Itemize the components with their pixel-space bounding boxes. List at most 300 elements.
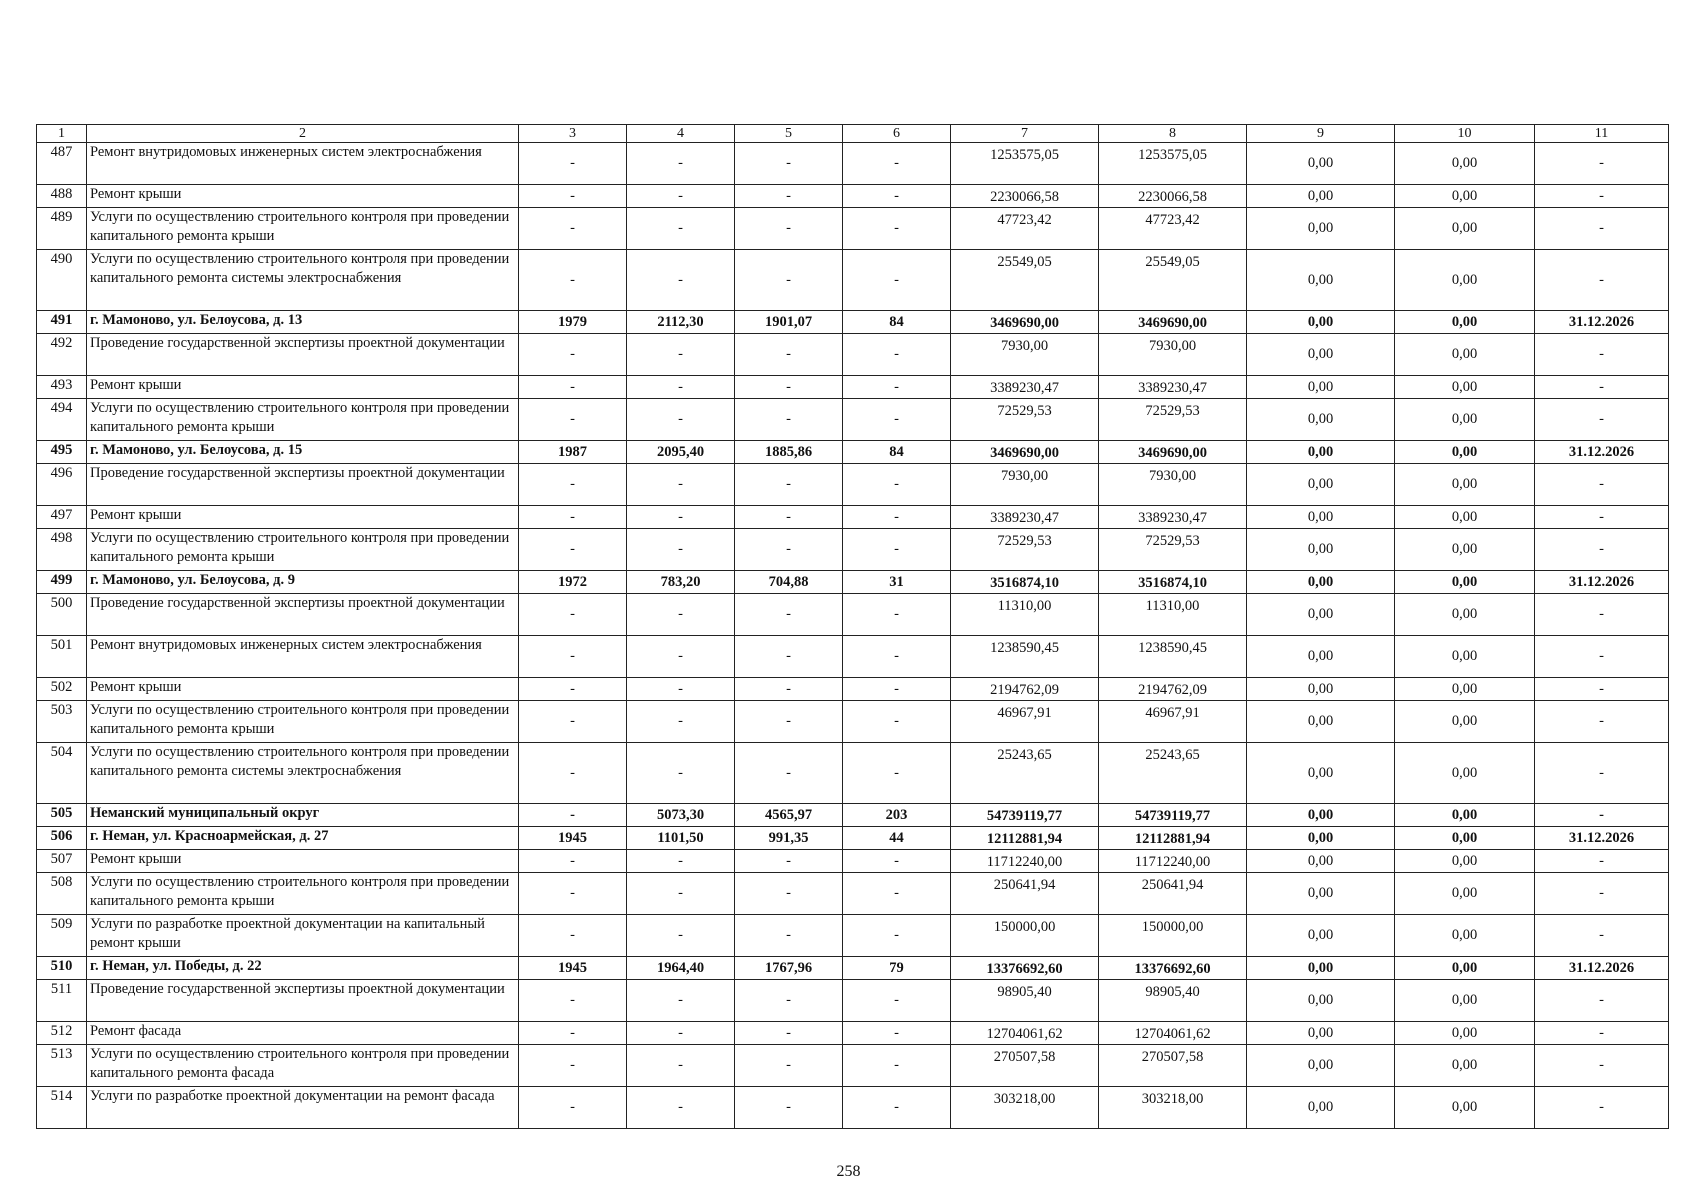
col11-value: - xyxy=(1535,594,1669,636)
col6-value: - xyxy=(843,208,951,250)
col10-value: 0,00 xyxy=(1395,1022,1535,1045)
row-number: 503 xyxy=(37,701,87,743)
col4-value: - xyxy=(627,850,735,873)
row-number: 494 xyxy=(37,399,87,441)
col6-value: - xyxy=(843,873,951,915)
row-number: 489 xyxy=(37,208,87,250)
col6-value: - xyxy=(843,1022,951,1045)
table-row xyxy=(37,827,1669,850)
col-header: 2 xyxy=(87,125,519,143)
col3-value: - xyxy=(519,1045,627,1087)
col7-value: 72529,53 xyxy=(951,529,1099,571)
col8-value: 12704061,62 xyxy=(1099,1022,1247,1045)
col-header: 11 xyxy=(1535,125,1669,143)
row-number: 501 xyxy=(37,636,87,678)
row-number: 507 xyxy=(37,850,87,873)
col3-value: - xyxy=(519,850,627,873)
row-description: г. Неман, ул. Красноармейская, д. 27 xyxy=(87,827,519,850)
col11-value: - xyxy=(1535,915,1669,957)
col8-value: 12112881,94 xyxy=(1099,827,1247,850)
col4-value: - xyxy=(627,506,735,529)
col6-value: - xyxy=(843,506,951,529)
col7-value: 7930,00 xyxy=(951,464,1099,506)
col3-value: - xyxy=(519,980,627,1022)
row-number: 510 xyxy=(37,957,87,980)
col7-value: 1253575,05 xyxy=(951,143,1099,185)
col6-value: - xyxy=(843,636,951,678)
col9-value: 0,00 xyxy=(1247,850,1395,873)
col5-value: - xyxy=(735,850,843,873)
col10-value: 0,00 xyxy=(1395,143,1535,185)
col9-value: 0,00 xyxy=(1247,399,1395,441)
col9-value: 0,00 xyxy=(1247,1022,1395,1045)
table-row xyxy=(37,873,1669,915)
col9-value: 0,00 xyxy=(1247,185,1395,208)
col8-value: 1238590,45 xyxy=(1099,636,1247,678)
row-description: Ремонт крыши xyxy=(87,506,519,529)
row-description: Ремонт крыши xyxy=(87,678,519,701)
table-row xyxy=(37,915,1669,957)
col7-value: 47723,42 xyxy=(951,208,1099,250)
row-description: Ремонт крыши xyxy=(87,376,519,399)
col8-value: 3389230,47 xyxy=(1099,376,1247,399)
col11-value: - xyxy=(1535,399,1669,441)
col10-value: 0,00 xyxy=(1395,334,1535,376)
table-row xyxy=(37,701,1669,743)
col4-value: 1101,50 xyxy=(627,827,735,850)
col6-value: - xyxy=(843,529,951,571)
row-number: 499 xyxy=(37,571,87,594)
col4-value: 2095,40 xyxy=(627,441,735,464)
col4-value: - xyxy=(627,529,735,571)
table-row xyxy=(37,506,1669,529)
col7-value: 11712240,00 xyxy=(951,850,1099,873)
table-row xyxy=(37,1087,1669,1129)
col7-value: 3389230,47 xyxy=(951,376,1099,399)
table-row xyxy=(37,334,1669,376)
table-row xyxy=(37,376,1669,399)
table-row xyxy=(37,441,1669,464)
row-description: Услуги по разработке проектной документации на капитальный ремонт крыши xyxy=(87,915,519,957)
col6-value: - xyxy=(843,334,951,376)
row-description: Проведение государственной экспертизы проектной документации xyxy=(87,464,519,506)
col7-value: 46967,91 xyxy=(951,701,1099,743)
col10-value: 0,00 xyxy=(1395,571,1535,594)
col10-value: 0,00 xyxy=(1395,957,1535,980)
row-number: 495 xyxy=(37,441,87,464)
col10-value: 0,00 xyxy=(1395,827,1535,850)
col6-value: - xyxy=(843,594,951,636)
col9-value: 0,00 xyxy=(1247,250,1395,311)
col3-value: - xyxy=(519,873,627,915)
col5-value: - xyxy=(735,376,843,399)
row-number: 493 xyxy=(37,376,87,399)
col11-value: - xyxy=(1535,873,1669,915)
row-number: 487 xyxy=(37,143,87,185)
col5-value: 4565,97 xyxy=(735,804,843,827)
col8-value: 3469690,00 xyxy=(1099,441,1247,464)
col11-value: 31.12.2026 xyxy=(1535,571,1669,594)
col4-value: - xyxy=(627,678,735,701)
table-row xyxy=(37,399,1669,441)
col11-value: - xyxy=(1535,1022,1669,1045)
col11-value: - xyxy=(1535,743,1669,804)
col11-value: 31.12.2026 xyxy=(1535,441,1669,464)
row-description: г. Мамоново, ул. Белоусова, д. 15 xyxy=(87,441,519,464)
col9-value: 0,00 xyxy=(1247,506,1395,529)
col10-value: 0,00 xyxy=(1395,399,1535,441)
col-header: 9 xyxy=(1247,125,1395,143)
col8-value: 25243,65 xyxy=(1099,743,1247,804)
col6-value: - xyxy=(843,701,951,743)
row-description: Услуги по осуществлению строительного контроля при проведении капитального ремонта крыши xyxy=(87,701,519,743)
col9-value: 0,00 xyxy=(1247,980,1395,1022)
col11-value: - xyxy=(1535,636,1669,678)
row-description: Услуги по осуществлению строительного контроля при проведении капитального ремонта крыши xyxy=(87,873,519,915)
col10-value: 0,00 xyxy=(1395,250,1535,311)
col7-value: 3469690,00 xyxy=(951,441,1099,464)
col9-value: 0,00 xyxy=(1247,441,1395,464)
row-number: 505 xyxy=(37,804,87,827)
col3-value: - xyxy=(519,376,627,399)
col8-value: 54739119,77 xyxy=(1099,804,1247,827)
col3-value: - xyxy=(519,464,627,506)
row-description: Ремонт крыши xyxy=(87,850,519,873)
col10-value: 0,00 xyxy=(1395,850,1535,873)
col7-value: 3469690,00 xyxy=(951,311,1099,334)
col10-value: 0,00 xyxy=(1395,208,1535,250)
col6-value: - xyxy=(843,678,951,701)
row-number: 512 xyxy=(37,1022,87,1045)
col7-value: 72529,53 xyxy=(951,399,1099,441)
col6-value: - xyxy=(843,1045,951,1087)
table-row xyxy=(37,957,1669,980)
col11-value: - xyxy=(1535,1045,1669,1087)
col7-value: 25243,65 xyxy=(951,743,1099,804)
col8-value: 72529,53 xyxy=(1099,529,1247,571)
col11-value: - xyxy=(1535,334,1669,376)
col5-value: 991,35 xyxy=(735,827,843,850)
col3-value: - xyxy=(519,915,627,957)
col10-value: 0,00 xyxy=(1395,506,1535,529)
col-header: 7 xyxy=(951,125,1099,143)
col5-value: - xyxy=(735,915,843,957)
row-number: 502 xyxy=(37,678,87,701)
col9-value: 0,00 xyxy=(1247,804,1395,827)
table-row xyxy=(37,1045,1669,1087)
col6-value: 79 xyxy=(843,957,951,980)
col4-value: - xyxy=(627,915,735,957)
col3-value: - xyxy=(519,143,627,185)
col10-value: 0,00 xyxy=(1395,915,1535,957)
col5-value: - xyxy=(735,636,843,678)
col8-value: 2230066,58 xyxy=(1099,185,1247,208)
row-description: г. Мамоново, ул. Белоусова, д. 9 xyxy=(87,571,519,594)
col7-value: 7930,00 xyxy=(951,334,1099,376)
col9-value: 0,00 xyxy=(1247,915,1395,957)
col10-value: 0,00 xyxy=(1395,678,1535,701)
row-description: Услуги по осуществлению строительного контроля при проведении капитального ремонта фасада xyxy=(87,1045,519,1087)
col8-value: 150000,00 xyxy=(1099,915,1247,957)
col3-value: - xyxy=(519,250,627,311)
col10-value: 0,00 xyxy=(1395,594,1535,636)
col-header: 3 xyxy=(519,125,627,143)
col5-value: - xyxy=(735,701,843,743)
col9-value: 0,00 xyxy=(1247,529,1395,571)
col10-value: 0,00 xyxy=(1395,743,1535,804)
col6-value: - xyxy=(843,250,951,311)
col4-value: - xyxy=(627,743,735,804)
col3-value: - xyxy=(519,594,627,636)
col6-value: - xyxy=(843,743,951,804)
col8-value: 25549,05 xyxy=(1099,250,1247,311)
col5-value: - xyxy=(735,678,843,701)
table-row xyxy=(37,850,1669,873)
col8-value: 7930,00 xyxy=(1099,464,1247,506)
col3-value: 1987 xyxy=(519,441,627,464)
col3-value: - xyxy=(519,208,627,250)
col10-value: 0,00 xyxy=(1395,804,1535,827)
table-row xyxy=(37,185,1669,208)
col11-value: - xyxy=(1535,185,1669,208)
col7-value: 25549,05 xyxy=(951,250,1099,311)
col7-value: 1238590,45 xyxy=(951,636,1099,678)
table-row xyxy=(37,980,1669,1022)
row-description: Проведение государственной экспертизы проектной документации xyxy=(87,594,519,636)
col7-value: 13376692,60 xyxy=(951,957,1099,980)
table-body xyxy=(37,125,1669,1129)
col9-value: 0,00 xyxy=(1247,143,1395,185)
row-description: Ремонт фасада xyxy=(87,1022,519,1045)
col9-value: 0,00 xyxy=(1247,334,1395,376)
col7-value: 2230066,58 xyxy=(951,185,1099,208)
col10-value: 0,00 xyxy=(1395,464,1535,506)
col3-value: - xyxy=(519,1022,627,1045)
col4-value: - xyxy=(627,636,735,678)
col7-value: 3389230,47 xyxy=(951,506,1099,529)
col4-value: - xyxy=(627,464,735,506)
row-number: 496 xyxy=(37,464,87,506)
col5-value: - xyxy=(735,743,843,804)
col5-value: - xyxy=(735,873,843,915)
row-number: 513 xyxy=(37,1045,87,1087)
col11-value: - xyxy=(1535,143,1669,185)
budget-table xyxy=(36,124,1669,1129)
col4-value: 5073,30 xyxy=(627,804,735,827)
col4-value: - xyxy=(627,376,735,399)
col11-value: - xyxy=(1535,678,1669,701)
col11-value: - xyxy=(1535,506,1669,529)
col5-value: - xyxy=(735,529,843,571)
col-header: 8 xyxy=(1099,125,1247,143)
col9-value: 0,00 xyxy=(1247,208,1395,250)
col10-value: 0,00 xyxy=(1395,376,1535,399)
row-number: 506 xyxy=(37,827,87,850)
col8-value: 303218,00 xyxy=(1099,1087,1247,1129)
col10-value: 0,00 xyxy=(1395,701,1535,743)
col9-value: 0,00 xyxy=(1247,701,1395,743)
col8-value: 72529,53 xyxy=(1099,399,1247,441)
col11-value: - xyxy=(1535,850,1669,873)
col7-value: 303218,00 xyxy=(951,1087,1099,1129)
col9-value: 0,00 xyxy=(1247,873,1395,915)
col4-value: - xyxy=(627,143,735,185)
col4-value: - xyxy=(627,1087,735,1129)
col-header: 6 xyxy=(843,125,951,143)
row-number: 491 xyxy=(37,311,87,334)
col5-value: - xyxy=(735,1045,843,1087)
col4-value: 2112,30 xyxy=(627,311,735,334)
col8-value: 98905,40 xyxy=(1099,980,1247,1022)
col11-value: - xyxy=(1535,464,1669,506)
col8-value: 3516874,10 xyxy=(1099,571,1247,594)
table-row xyxy=(37,143,1669,185)
col8-value: 1253575,05 xyxy=(1099,143,1247,185)
col10-value: 0,00 xyxy=(1395,529,1535,571)
col9-value: 0,00 xyxy=(1247,311,1395,334)
row-description: Ремонт крыши xyxy=(87,185,519,208)
col3-value: - xyxy=(519,701,627,743)
col7-value: 3516874,10 xyxy=(951,571,1099,594)
col8-value: 11310,00 xyxy=(1099,594,1247,636)
col3-value: - xyxy=(519,185,627,208)
col3-value: - xyxy=(519,804,627,827)
table-row xyxy=(37,678,1669,701)
col3-value: 1945 xyxy=(519,957,627,980)
col7-value: 250641,94 xyxy=(951,873,1099,915)
table-row xyxy=(37,804,1669,827)
row-number: 490 xyxy=(37,250,87,311)
col6-value: - xyxy=(843,464,951,506)
col3-value: - xyxy=(519,506,627,529)
col8-value: 13376692,60 xyxy=(1099,957,1247,980)
col4-value: - xyxy=(627,1045,735,1087)
col10-value: 0,00 xyxy=(1395,1087,1535,1129)
col5-value: - xyxy=(735,143,843,185)
row-description: Услуги по осуществлению строительного контроля при проведении капитального ремонта крыши xyxy=(87,399,519,441)
col7-value: 150000,00 xyxy=(951,915,1099,957)
col9-value: 0,00 xyxy=(1247,636,1395,678)
col6-value: - xyxy=(843,185,951,208)
col4-value: - xyxy=(627,594,735,636)
col4-value: - xyxy=(627,980,735,1022)
col6-value: - xyxy=(843,980,951,1022)
col5-value: - xyxy=(735,464,843,506)
page-number: 258 xyxy=(836,1163,861,1180)
col7-value: 54739119,77 xyxy=(951,804,1099,827)
col11-value: - xyxy=(1535,701,1669,743)
row-description: Неманский муниципальный округ xyxy=(87,804,519,827)
col9-value: 0,00 xyxy=(1247,1045,1395,1087)
col11-value: - xyxy=(1535,250,1669,311)
table-row xyxy=(37,311,1669,334)
col5-value: 1901,07 xyxy=(735,311,843,334)
col5-value: - xyxy=(735,334,843,376)
col9-value: 0,00 xyxy=(1247,464,1395,506)
row-description: г. Мамоново, ул. Белоусова, д. 13 xyxy=(87,311,519,334)
row-description: Услуги по осуществлению строительного контроля при проведении капитального ремонта крыши xyxy=(87,529,519,571)
col11-value: 31.12.2026 xyxy=(1535,827,1669,850)
col9-value: 0,00 xyxy=(1247,376,1395,399)
table-row xyxy=(37,636,1669,678)
col4-value: 783,20 xyxy=(627,571,735,594)
col4-value: - xyxy=(627,250,735,311)
col-header: 10 xyxy=(1395,125,1535,143)
row-number: 511 xyxy=(37,980,87,1022)
col6-value: 203 xyxy=(843,804,951,827)
col9-value: 0,00 xyxy=(1247,1087,1395,1129)
table-row xyxy=(37,529,1669,571)
row-description: Проведение государственной экспертизы проектной документации xyxy=(87,334,519,376)
col6-value: 31 xyxy=(843,571,951,594)
col4-value: - xyxy=(627,185,735,208)
col7-value: 2194762,09 xyxy=(951,678,1099,701)
row-number: 504 xyxy=(37,743,87,804)
table-row xyxy=(37,743,1669,804)
col6-value: 44 xyxy=(843,827,951,850)
col5-value: - xyxy=(735,208,843,250)
col6-value: - xyxy=(843,915,951,957)
row-number: 492 xyxy=(37,334,87,376)
col3-value: - xyxy=(519,334,627,376)
col4-value: - xyxy=(627,701,735,743)
row-description: Услуги по осуществлению строительного контроля при проведении капитального ремонта системы электроснабжения xyxy=(87,743,519,804)
col4-value: - xyxy=(627,208,735,250)
col5-value: - xyxy=(735,250,843,311)
table-row xyxy=(37,464,1669,506)
col3-value: - xyxy=(519,399,627,441)
col6-value: - xyxy=(843,850,951,873)
table-row xyxy=(37,208,1669,250)
col5-value: - xyxy=(735,399,843,441)
col9-value: 0,00 xyxy=(1247,957,1395,980)
col3-value: - xyxy=(519,678,627,701)
table-row xyxy=(37,571,1669,594)
col8-value: 47723,42 xyxy=(1099,208,1247,250)
col8-value: 7930,00 xyxy=(1099,334,1247,376)
row-description: Услуги по осуществлению строительного контроля при проведении капитального ремонта крыши xyxy=(87,208,519,250)
col11-value: 31.12.2026 xyxy=(1535,957,1669,980)
col5-value: - xyxy=(735,1087,843,1129)
col9-value: 0,00 xyxy=(1247,827,1395,850)
col9-value: 0,00 xyxy=(1247,594,1395,636)
row-description: Услуги по осуществлению строительного контроля при проведении капитального ремонта системы электроснабжения xyxy=(87,250,519,311)
col-header: 4 xyxy=(627,125,735,143)
row-number: 500 xyxy=(37,594,87,636)
col6-value: - xyxy=(843,399,951,441)
col3-value: - xyxy=(519,1087,627,1129)
row-description: Проведение государственной экспертизы проектной документации xyxy=(87,980,519,1022)
col7-value: 12704061,62 xyxy=(951,1022,1099,1045)
col4-value: - xyxy=(627,334,735,376)
row-number: 514 xyxy=(37,1087,87,1129)
col8-value: 2194762,09 xyxy=(1099,678,1247,701)
col8-value: 250641,94 xyxy=(1099,873,1247,915)
row-description: Ремонт внутридомовых инженерных систем электроснабжения xyxy=(87,636,519,678)
row-description: г. Неман, ул. Победы, д. 22 xyxy=(87,957,519,980)
col11-value: 31.12.2026 xyxy=(1535,311,1669,334)
col5-value: - xyxy=(735,185,843,208)
col-header: 1 xyxy=(37,125,87,143)
col10-value: 0,00 xyxy=(1395,1045,1535,1087)
col11-value: - xyxy=(1535,208,1669,250)
col5-value: 1885,86 xyxy=(735,441,843,464)
col10-value: 0,00 xyxy=(1395,980,1535,1022)
col4-value: 1964,40 xyxy=(627,957,735,980)
col4-value: - xyxy=(627,873,735,915)
col10-value: 0,00 xyxy=(1395,636,1535,678)
col8-value: 3469690,00 xyxy=(1099,311,1247,334)
